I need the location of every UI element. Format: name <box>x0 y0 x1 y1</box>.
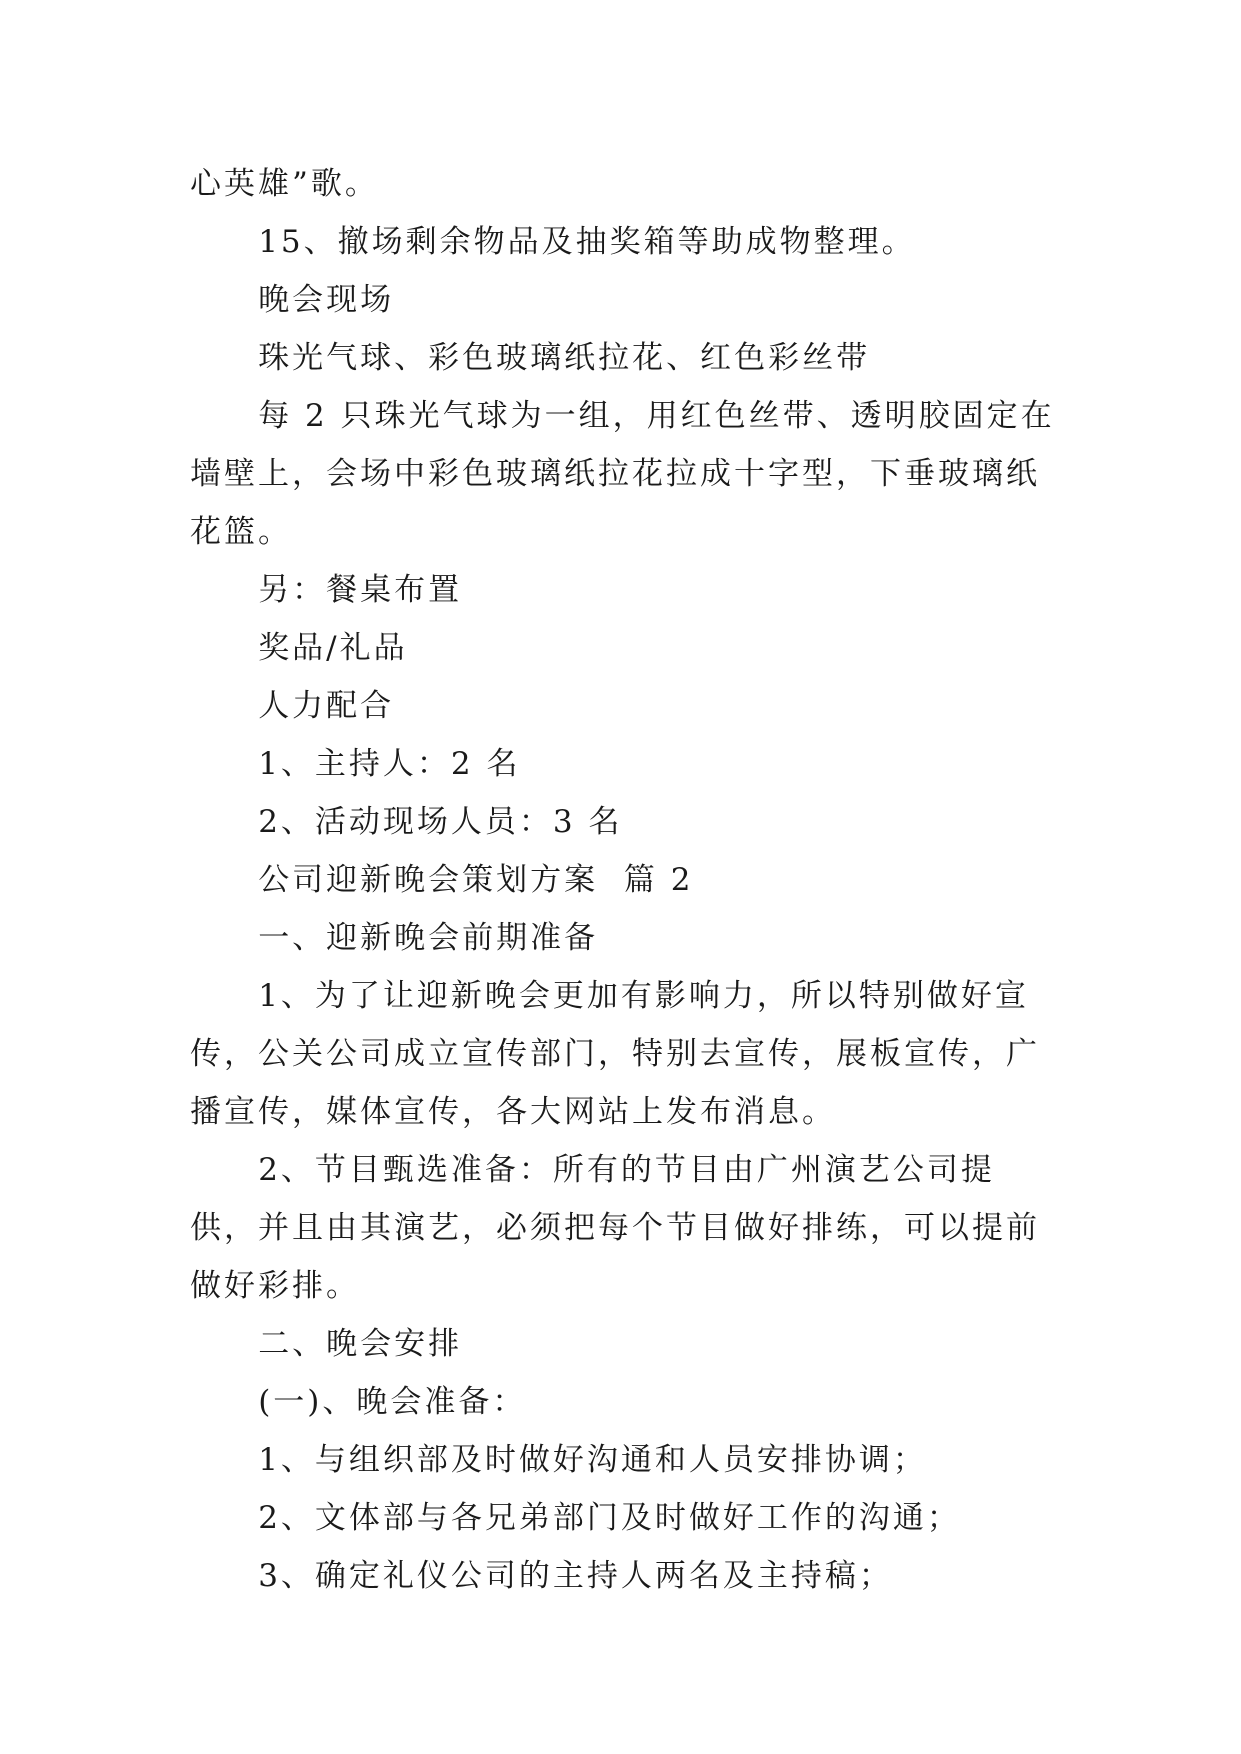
paragraph-item-15: 15、撤场剩余物品及抽奖箱等助成物整理。 <box>258 224 916 260</box>
paragraph-materials: 珠光气球、彩色玻璃纸拉花、红色彩丝带 <box>258 340 871 376</box>
paragraph-balloon-setup: 每 2 只珠光气球为一组，用红色丝带、透明胶固定在墙壁上，会场中彩色玻璃纸拉花拉成十字型，下垂玻璃纸花篮。 <box>190 398 1055 550</box>
heading-preparation: 一、迎新晚会前期准备 <box>258 920 599 956</box>
section-title-plan-2: 公司迎新晚会策划方案 篇 2 <box>258 862 694 898</box>
list-item-communication: 2、文体部与各兄弟部门及时做好工作的沟通； <box>258 1500 961 1536</box>
document-body <box>190 155 1060 1605</box>
heading-venue: 晚会现场 <box>258 282 395 318</box>
list-item-onsite-staff: 2、活动现场人员：3 名 <box>258 804 623 840</box>
paragraph-program-selection: 2、节目甄选准备：所有的节目由广州演艺公司提供，并且由其演艺，必须把每个节目做好排练，可以提前做好彩排。 <box>190 1152 1040 1304</box>
paragraph-continuation: 心英雄”歌。 <box>190 166 379 202</box>
heading-arrangement: 二、晚会安排 <box>258 1326 463 1362</box>
heading-staffing: 人力配合 <box>258 688 395 724</box>
paragraph-table-setup: 另：餐桌布置 <box>258 572 463 608</box>
paragraph-prizes: 奖品/礼品 <box>258 630 408 666</box>
list-item-hosts: 1、主持人：2 名 <box>258 746 521 782</box>
paragraph-publicity: 1、为了让迎新晚会更加有影响力，所以特别做好宣传，公关公司成立宣传部门，特别去宣传，展板宣传，广播宣传，媒体宣传，各大网站上发布消息。 <box>190 978 1040 1130</box>
list-item-host-script: 3、确定礼仪公司的主持人两名及主持稿； <box>258 1558 893 1594</box>
list-item-coordination: 1、与组织部及时做好沟通和人员安排协调； <box>258 1442 927 1478</box>
subheading-evening-prep: (一)、晚会准备： <box>258 1384 527 1420</box>
